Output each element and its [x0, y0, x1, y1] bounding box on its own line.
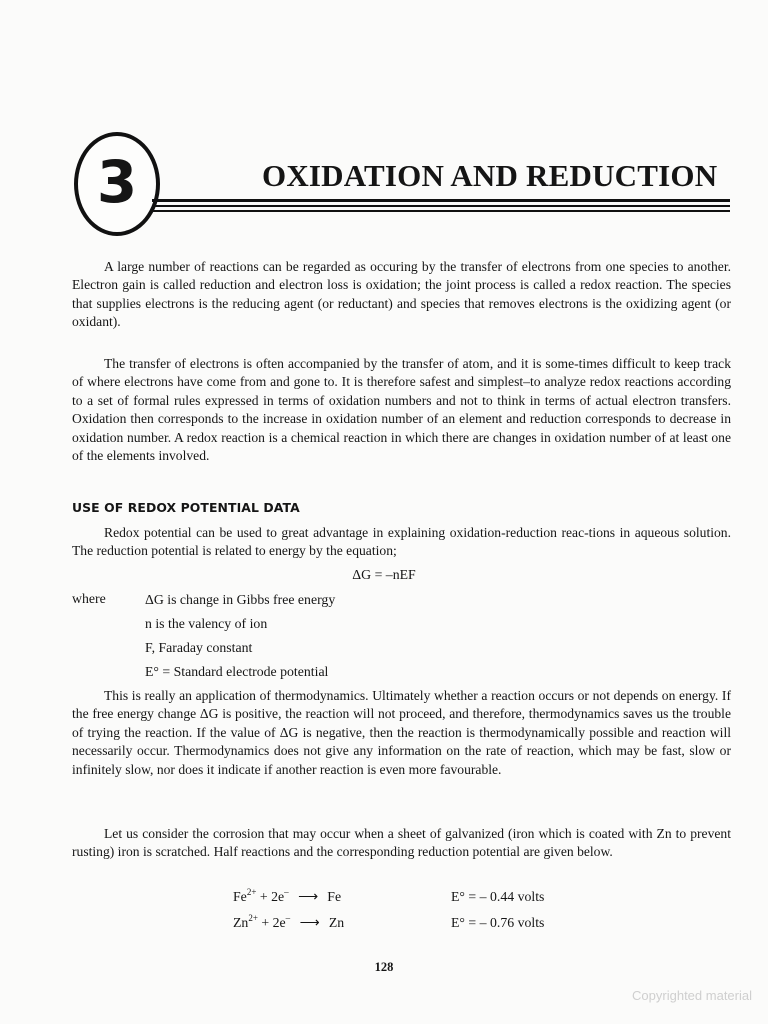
- chapter-number-badge: [74, 132, 160, 236]
- section-heading: USE OF REDOX POTENTIAL DATA: [72, 500, 300, 515]
- reactant-species: Zn: [233, 915, 249, 930]
- definition-list: [145, 591, 335, 687]
- paragraph-oxidation-numbers-text: The transfer of electrons is often accompanied by the transfer of atom, and it is some-times difficult to keep track of where electrons have come from and gone to. It is therefore safest and simplest–to analyze redox reactions according to a set of formal rules expressed in terms of oxidation numbers and not to think in terms of actual electron transfers. Oxidation then corresponds to the increase in oxidation number of an element and reduction corresponds to decrease in oxidation number. A redox reaction is a chemical reaction in which there are changes in oxidation number of at least one of the elements involved.: [72, 356, 731, 464]
- reactant-charge: 2+: [248, 913, 258, 923]
- electrode-potential: E° = – 0.44 volts: [451, 889, 545, 904]
- paragraph-corrosion-text: Let us consider the corrosion that may occur when a sheet of galvanized (iron which is coated with Zn to prevent rusting) iron is scratched. Half reactions and the corresponding reduction potential are given below.: [72, 826, 731, 860]
- reactant-species: Fe: [233, 889, 247, 904]
- electrode-potential: E° = – 0.76 volts: [451, 915, 545, 930]
- electron-charge: –: [284, 887, 289, 897]
- chapter-number: 3: [96, 148, 138, 216]
- paragraph-redox-potential: [72, 524, 731, 561]
- paragraph-intro-text: A large number of reactions can be regarded as occuring by the transfer of electrons from one species to another. Electron gain is called reduction and electron loss is oxidation; the joint process is called a redox reaction. The species that supplies electrons is the reducing agent (or reductant) and species that removes electrons is the oxidizing agent (or oxidant).: [72, 259, 731, 330]
- title-rule-middle: [154, 205, 730, 207]
- gibbs-equation: ΔG = –nEF: [352, 567, 416, 582]
- reaction-arrow-icon: ⟶: [299, 915, 320, 930]
- reactant-charge: 2+: [246, 887, 257, 897]
- electron-term: + 2e: [261, 915, 286, 930]
- electron-term: + 2e: [259, 889, 285, 904]
- page-number: 128: [374, 960, 394, 974]
- title-rule-bottom: [150, 210, 730, 212]
- where-label: where: [72, 591, 106, 606]
- definition-item: E° = Standard electrode potential: [145, 664, 329, 679]
- reaction-arrow-icon: ⟶: [298, 889, 318, 904]
- paragraph-thermodynamics: [72, 687, 731, 779]
- chapter-title: OXIDATION AND REDUCTION: [262, 158, 718, 193]
- half-reaction-equation: [233, 889, 341, 905]
- paragraph-redox-potential-text: Redox potential can be used to great advantage in explaining oxidation-reduction reac-tions in aqueous solution. The reduction potential is related to energy by the equation;: [72, 525, 731, 559]
- product-species: Fe: [327, 889, 342, 904]
- paragraph-oxidation-numbers: [72, 355, 731, 465]
- product-species: Zn: [328, 915, 345, 930]
- title-rule-top: [152, 199, 730, 202]
- half-reaction-equation: [233, 915, 344, 931]
- definition-item: ΔG is change in Gibbs free energy: [145, 592, 336, 607]
- definition-item: F, Faraday constant: [145, 640, 253, 655]
- copyright-watermark: Copyrighted material: [632, 988, 752, 1003]
- paragraph-thermodynamics-text: This is really an application of thermodynamics. Ultimately whether a reaction occurs or not depends on energy. If the free energy change ΔG is positive, the reaction will not proceed, and therefore, thermodynamics saves us the trouble of trying the reaction. If the value of ΔG is negative, then the reaction is thermodynamically possible and reaction will necessarily occur. Thermodynamics does not give any information on the rate of reaction, which may be fast, slow or infinitely slow, nor does it indicate if another reaction is even more favourable.: [72, 688, 731, 777]
- paragraph-corrosion: [72, 825, 731, 862]
- paragraph-intro: [72, 258, 731, 332]
- definition-item: n is the valency of ion: [145, 616, 268, 631]
- electron-charge: –: [285, 913, 291, 923]
